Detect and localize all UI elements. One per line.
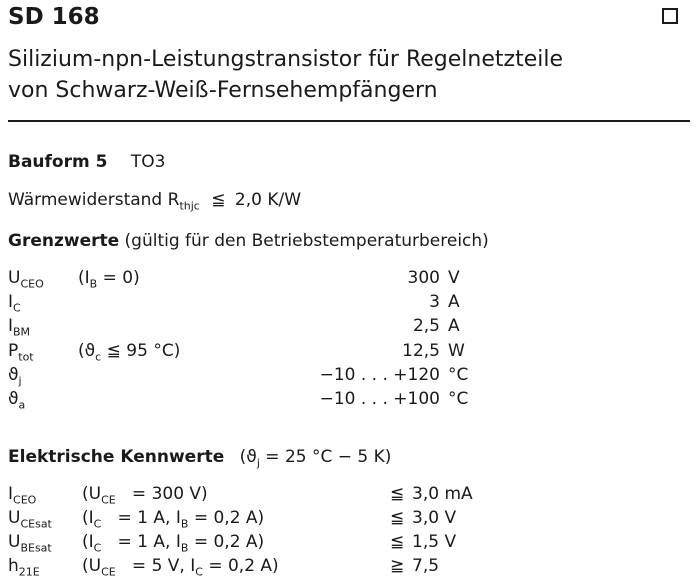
symbol-sub: BM: [13, 325, 31, 339]
symbol-sub: j: [18, 374, 22, 388]
table-row: [0, 292, 700, 314]
symbol-main: I: [8, 292, 14, 312]
symbol: [8, 484, 36, 506]
relation: ≦: [390, 508, 405, 528]
kenn-heading-label: Elektrische Kennwerte: [8, 447, 225, 467]
condition-sub: B: [89, 277, 98, 291]
symbol-main: I: [8, 316, 14, 336]
table-row: [0, 268, 700, 290]
symbol-main: U: [8, 532, 21, 552]
unit: °C: [448, 389, 469, 409]
kenn-heading: [8, 447, 391, 469]
value: 3,0 V: [412, 508, 457, 528]
condition: [82, 556, 279, 578]
value: 3: [429, 292, 440, 312]
condition-sub: CE: [101, 493, 116, 507]
table-row: [0, 556, 700, 578]
condition-sub: CE: [101, 565, 116, 579]
condition: [82, 532, 264, 554]
relation: ≦: [390, 532, 405, 552]
kenn-heading-note: (ϑ: [239, 447, 257, 467]
condition-sub: C: [93, 517, 102, 531]
symbol: [8, 508, 52, 530]
unit: A: [448, 316, 460, 336]
condition-main: (U: [82, 556, 102, 576]
table-row: [0, 532, 700, 554]
waerme-sub: thjc: [179, 199, 200, 213]
condition-rest: = 0): [97, 268, 140, 288]
waerme-label: Wärmewiderstand R: [8, 190, 180, 210]
unit: W: [448, 341, 465, 361]
symbol: [8, 365, 22, 387]
symbol-sub: 21E: [18, 565, 40, 579]
condition-main: (I: [82, 508, 94, 528]
kenn-heading-note-sub: j: [256, 456, 260, 470]
table-row: [0, 389, 700, 411]
unit: V: [448, 268, 460, 288]
table-row: [0, 484, 700, 506]
symbol-sub: CEO: [13, 493, 37, 507]
checkbox[interactable]: [662, 8, 678, 24]
condition-rest-2: = 0,2 A): [188, 532, 265, 552]
table-row: [0, 365, 700, 387]
symbol-sub: tot: [18, 350, 34, 364]
symbol-main: P: [8, 341, 19, 361]
subtitle-line-1: Silizium-npn-Leistungstransistor für Regelnetzteile: [8, 47, 563, 72]
subtitle-line-2: von Schwarz-Weiß-Fernsehempfängern: [8, 78, 438, 103]
symbol: [8, 268, 44, 290]
condition: [78, 268, 140, 290]
table-row: [0, 341, 700, 363]
condition-rest: ≦ 95 °C): [101, 341, 181, 361]
condition-sub: C: [93, 541, 102, 555]
condition-sub: c: [95, 350, 102, 364]
condition-rest: = 300 V): [115, 484, 208, 504]
value: 1,5 V: [412, 532, 457, 552]
waerme-row: [8, 190, 301, 212]
value: 2,5: [412, 316, 440, 336]
relation: ≦: [390, 484, 405, 504]
condition-main: (I: [82, 532, 94, 552]
condition-rest: = 1 A, I: [101, 532, 181, 552]
condition-sub-2: B: [180, 541, 189, 555]
value: −10 . . . +120: [319, 365, 440, 385]
condition-rest-2: = 0,2 A): [202, 556, 279, 576]
symbol-sub: CEO: [20, 277, 44, 291]
condition: [78, 341, 180, 363]
condition-main: (I: [78, 268, 90, 288]
symbol-main: ϑ: [8, 365, 19, 385]
symbol-main: U: [8, 508, 21, 528]
value: 12,5: [402, 341, 440, 361]
condition-rest-2: = 0,2 A): [188, 508, 265, 528]
symbol: [8, 389, 25, 411]
symbol: [8, 316, 30, 338]
bauform-label: Bauform 5: [8, 152, 108, 172]
table-row: [0, 316, 700, 338]
relation: ≧: [390, 556, 405, 576]
table-row: [0, 508, 700, 530]
kenn-heading-note-rest: = 25 °C − 5 K): [259, 447, 392, 467]
symbol: [8, 341, 34, 363]
symbol-main: U: [8, 268, 21, 288]
value: 7,5: [412, 556, 440, 576]
condition-main: (ϑ: [78, 341, 96, 361]
grenz-heading-note: (gültig für den Betriebstemperaturbereich): [124, 231, 489, 251]
symbol-main: ϑ: [8, 389, 19, 409]
condition: [82, 484, 208, 506]
condition-rest: = 5 V, I: [115, 556, 196, 576]
symbol: [8, 292, 21, 314]
condition-rest: = 1 A, I: [101, 508, 181, 528]
grenz-heading-label: Grenzwerte: [8, 231, 120, 251]
symbol-main: h: [8, 556, 19, 576]
symbol-sub: C: [13, 301, 21, 315]
unit: A: [448, 292, 460, 312]
value: −10 . . . +100: [319, 389, 440, 409]
symbol: [8, 532, 52, 554]
bauform-value: TO3: [130, 152, 166, 172]
condition: [82, 508, 264, 530]
condition-main: (U: [82, 484, 102, 504]
symbol-sub: BEsat: [20, 541, 52, 555]
unit: °C: [448, 365, 469, 385]
symbol-main: I: [8, 484, 14, 504]
symbol-sub: a: [18, 398, 26, 412]
symbol-sub: CEsat: [20, 517, 52, 531]
condition-sub-2: B: [180, 517, 189, 531]
bauform-row: [8, 152, 165, 172]
condition-sub-2: C: [195, 565, 203, 579]
divider: [8, 120, 690, 122]
value: 300: [407, 268, 440, 288]
waerme-rel: ≦: [211, 190, 226, 210]
symbol: [8, 556, 40, 578]
grenz-heading: [8, 231, 489, 251]
page-title: SD 168: [8, 4, 100, 30]
waerme-value: 2,0 K/W: [234, 190, 302, 210]
value: 3,0 mA: [412, 484, 473, 504]
